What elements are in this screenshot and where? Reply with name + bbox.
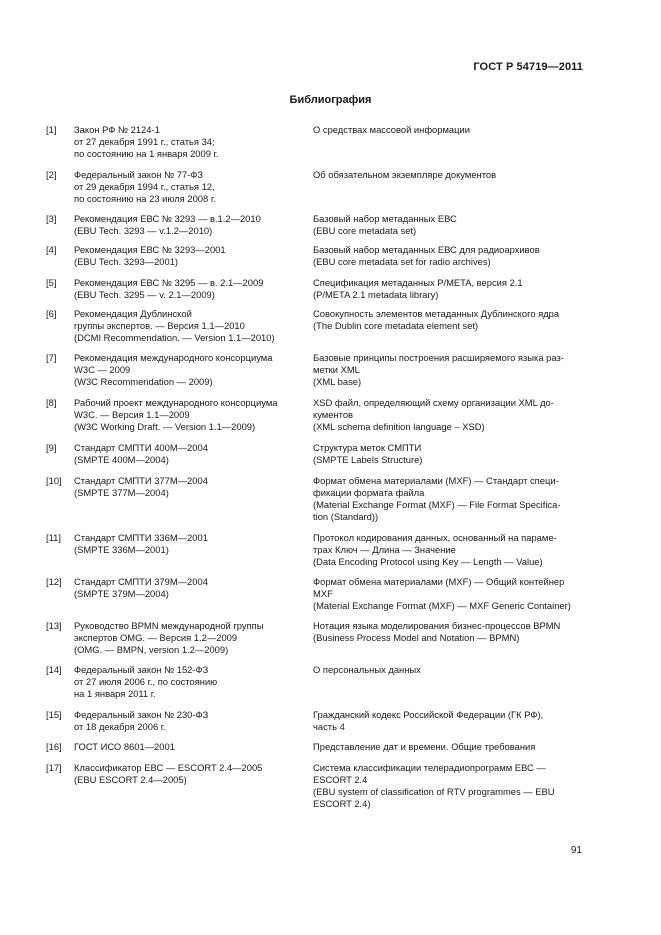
- entry-description: [313, 352, 586, 388]
- entry-reference: [74, 741, 310, 753]
- entry-description: [313, 475, 586, 523]
- entry-description: [313, 244, 586, 268]
- entry-reference: [74, 397, 310, 433]
- description-line: Формат обмена материалами (MXF) — Общий контейнер: [313, 576, 565, 587]
- entry-reference: [74, 352, 310, 388]
- reference-line: W3C — 2009: [74, 364, 131, 375]
- description-line: (XML schema definition language – XSD): [313, 421, 485, 432]
- entry-number: [15]: [46, 709, 62, 720]
- description-line: часть 4: [313, 721, 345, 732]
- entry-number: [3]: [46, 213, 57, 224]
- entry-number: [13]: [46, 620, 62, 631]
- reference-line: от 27 июля 2006 г., по состоянию: [74, 676, 218, 687]
- entry-description: [313, 620, 586, 644]
- description-line: О средствах массовой информации: [313, 124, 470, 135]
- description-line: Об обязательном экземпляре документов: [313, 169, 497, 180]
- reference-line: (DCMI Recommendation. — Version 1.1—2010): [74, 332, 275, 343]
- description-line: XSD файл, определяющий схему организации XML до-: [313, 397, 554, 408]
- entry-description: [313, 308, 586, 332]
- reference-line: Рабочий проект международного консорциума: [74, 397, 278, 408]
- entry-description: [313, 709, 586, 733]
- entry-description: [313, 576, 586, 612]
- description-line: фикации формата файла: [313, 487, 425, 498]
- description-line: (EBU system of classification of RTV programmes — EBU: [313, 786, 555, 797]
- description-line: Нотация языка моделирования бизнес-процессов BPMN: [313, 620, 561, 631]
- description-line: Представление дат и времени. Общие требования: [313, 741, 536, 752]
- description-line: Структура меток СМПТИ: [313, 442, 422, 453]
- reference-line: (W3C Working Draft. — Version 1.1—2009): [74, 421, 256, 432]
- entry-reference: [74, 308, 310, 344]
- description-line: метки XML: [313, 364, 360, 375]
- description-line: О персональных данных: [313, 664, 421, 675]
- page-number: 91: [570, 845, 582, 856]
- reference-line: по состоянию на 23 июля 2008 г.: [74, 193, 216, 204]
- description-line: Протокол кодирования данных, основанный на параме-: [313, 532, 557, 543]
- entry-reference: [74, 576, 310, 600]
- entry-reference: [74, 709, 310, 733]
- description-line: (EBU core metadata set for radio archives): [313, 256, 491, 267]
- reference-line: от 29 декабря 1994 г., статья 12,: [74, 181, 215, 192]
- reference-line: (SMPTE 377M—2004): [74, 487, 169, 498]
- reference-line: (EBU ESCORT 2.4—2005): [74, 774, 187, 785]
- description-line: Базовый набор метаданных ЕВС для радиоархивов: [313, 244, 540, 255]
- entry-number: [9]: [46, 442, 57, 453]
- entry-number: [11]: [46, 532, 61, 543]
- description-line: tion (Standard)): [313, 511, 379, 522]
- description-line: (EBU core metadata set): [313, 225, 417, 236]
- entry-number: [8]: [46, 397, 57, 408]
- reference-line: группы экспертов. — Версия 1.1—2010: [74, 320, 245, 331]
- description-line: Базовый набор метаданных ЕВС: [313, 213, 457, 224]
- bibliography-title: Библиография: [289, 94, 372, 106]
- description-line: (Data Encoding Protocol using Key — Length — Value): [313, 556, 543, 567]
- entry-description: [313, 664, 586, 676]
- reference-line: на 1 января 2011 г.: [74, 688, 156, 699]
- entry-number: [5]: [46, 277, 57, 288]
- entry-reference: [74, 244, 310, 268]
- entry-reference: [74, 475, 310, 499]
- reference-line: Рекомендация ЕВС № 3295 — в. 2.1—2009: [74, 277, 264, 288]
- description-line: MXF: [313, 588, 333, 599]
- reference-line: (SMPTE 400M—2004): [74, 454, 169, 465]
- reference-line: (EBU Tech. 3295 — v. 2.1—2009): [74, 289, 215, 300]
- description-line: (P/META 2.1 metadata library): [313, 289, 439, 300]
- description-line: кументов: [313, 409, 354, 420]
- entry-number: [6]: [46, 308, 57, 319]
- description-line: Система классификации телерадиопрограмм ЕВС —: [313, 762, 546, 773]
- entry-number: [1]: [46, 124, 57, 135]
- reference-line: (OMG. — BMPN, version 1.2—2009): [74, 644, 229, 655]
- entry-reference: [74, 620, 310, 656]
- entry-number: [14]: [46, 664, 62, 675]
- description-line: Формат обмена материалами (MXF) — Стандарт специ-: [313, 475, 559, 486]
- reference-line: ГОСТ ИСО 8601—2001: [74, 741, 175, 752]
- reference-line: Классификатор ЕВС — ESCORT 2.4—2005: [74, 762, 263, 773]
- entry-reference: [74, 664, 310, 700]
- entry-description: [313, 442, 586, 466]
- entry-number: [12]: [46, 576, 62, 587]
- entry-reference: [74, 532, 310, 556]
- reference-line: (EBU Tech. 3293—2001): [74, 256, 179, 267]
- entry-reference: [74, 124, 310, 160]
- reference-line: W3C. — Версия 1.1—2009: [74, 409, 190, 420]
- entry-description: [313, 277, 586, 301]
- entry-number: [2]: [46, 169, 57, 180]
- entry-reference: [74, 169, 310, 205]
- reference-line: Стандарт СМПТИ 336М—2001: [74, 532, 208, 543]
- entry-number: [17]: [46, 762, 62, 773]
- reference-line: (EBU Tech. 3293 — v.1.2—2010): [74, 225, 213, 236]
- entry-number: [7]: [46, 352, 57, 363]
- reference-line: Руководство BPMN международной группы: [74, 620, 264, 631]
- document-code: ГОСТ Р 54719—2011: [473, 61, 583, 73]
- reference-line: Стандарт СМПТИ 400М—2004: [74, 442, 208, 453]
- entry-reference: [74, 762, 310, 786]
- reference-line: Закон РФ № 2124-1: [74, 124, 160, 135]
- reference-line: от 18 декабря 2006 г.: [74, 721, 166, 732]
- reference-line: от 27 декабря 1991 г., статья 34;: [74, 136, 215, 147]
- reference-line: (SMPTE 336M—2001): [74, 544, 169, 555]
- reference-line: Федеральный закон № 77-ФЗ: [74, 169, 204, 180]
- description-line: (SMPTE Labels Structure): [313, 454, 423, 465]
- entry-description: [313, 741, 586, 753]
- reference-line: Рекомендация международного консорциума: [74, 352, 273, 363]
- reference-line: (SMPTE 379M—2004): [74, 588, 169, 599]
- reference-line: по состоянию на 1 января 2009 г.: [74, 148, 219, 159]
- reference-line: Стандарт СМПТИ 379М—2004: [74, 576, 208, 587]
- entry-description: [313, 532, 586, 568]
- entry-description: [313, 169, 586, 181]
- description-line: Базовые принципы построения расширяемого языка раз-: [313, 352, 564, 363]
- description-line: Спецификация метаданных P/META, версия 2.1: [313, 277, 523, 288]
- reference-line: Стандарт СМПТИ 377М—2004: [74, 475, 208, 486]
- description-line: трах Ключ — Длина — Значение: [313, 544, 456, 555]
- reference-line: (W3C Recommendation — 2009): [74, 376, 213, 387]
- description-line: (XML base): [313, 376, 362, 387]
- reference-line: Рекомендация Дублинской: [74, 308, 192, 319]
- entry-number: [10]: [46, 475, 62, 486]
- description-line: (The Dublin core metadata element set): [313, 320, 479, 331]
- reference-line: Рекомендация ЕВС № 3293—2001: [74, 244, 226, 255]
- reference-line: экспертов OMG. — Версия 1.2—2009: [74, 632, 238, 643]
- entry-description: [313, 762, 586, 810]
- entry-number: [16]: [46, 741, 62, 752]
- reference-line: Рекомендация ЕВС № 3293 — в.1.2—2010: [74, 213, 261, 224]
- description-line: ESCORT 2.4): [313, 798, 371, 809]
- entry-description: [313, 124, 586, 136]
- description-line: Совокупность элементов метаданных Дублинского ядра: [313, 308, 560, 319]
- entry-reference: [74, 277, 310, 301]
- description-line: ESCORT 2.4: [313, 774, 368, 785]
- entry-reference: [74, 442, 310, 466]
- entry-description: [313, 213, 586, 237]
- description-line: (Material Exchange Format (MXF) — MXF Generic Container): [313, 600, 571, 611]
- description-line: Гражданский кодекс Российской Федерации (ГК РФ),: [313, 709, 544, 720]
- entry-number: [4]: [46, 244, 57, 255]
- reference-line: Федеральный закон № 230-ФЗ: [74, 709, 209, 720]
- description-line: (Business Process Model and Notation — BPMN): [313, 632, 520, 643]
- description-line: (Material Exchange Format (MXF) — File Format Specifica-: [313, 499, 561, 510]
- entry-description: [313, 397, 586, 433]
- entry-reference: [74, 213, 310, 237]
- reference-line: Федеральный закон № 152-ФЗ: [74, 664, 209, 675]
